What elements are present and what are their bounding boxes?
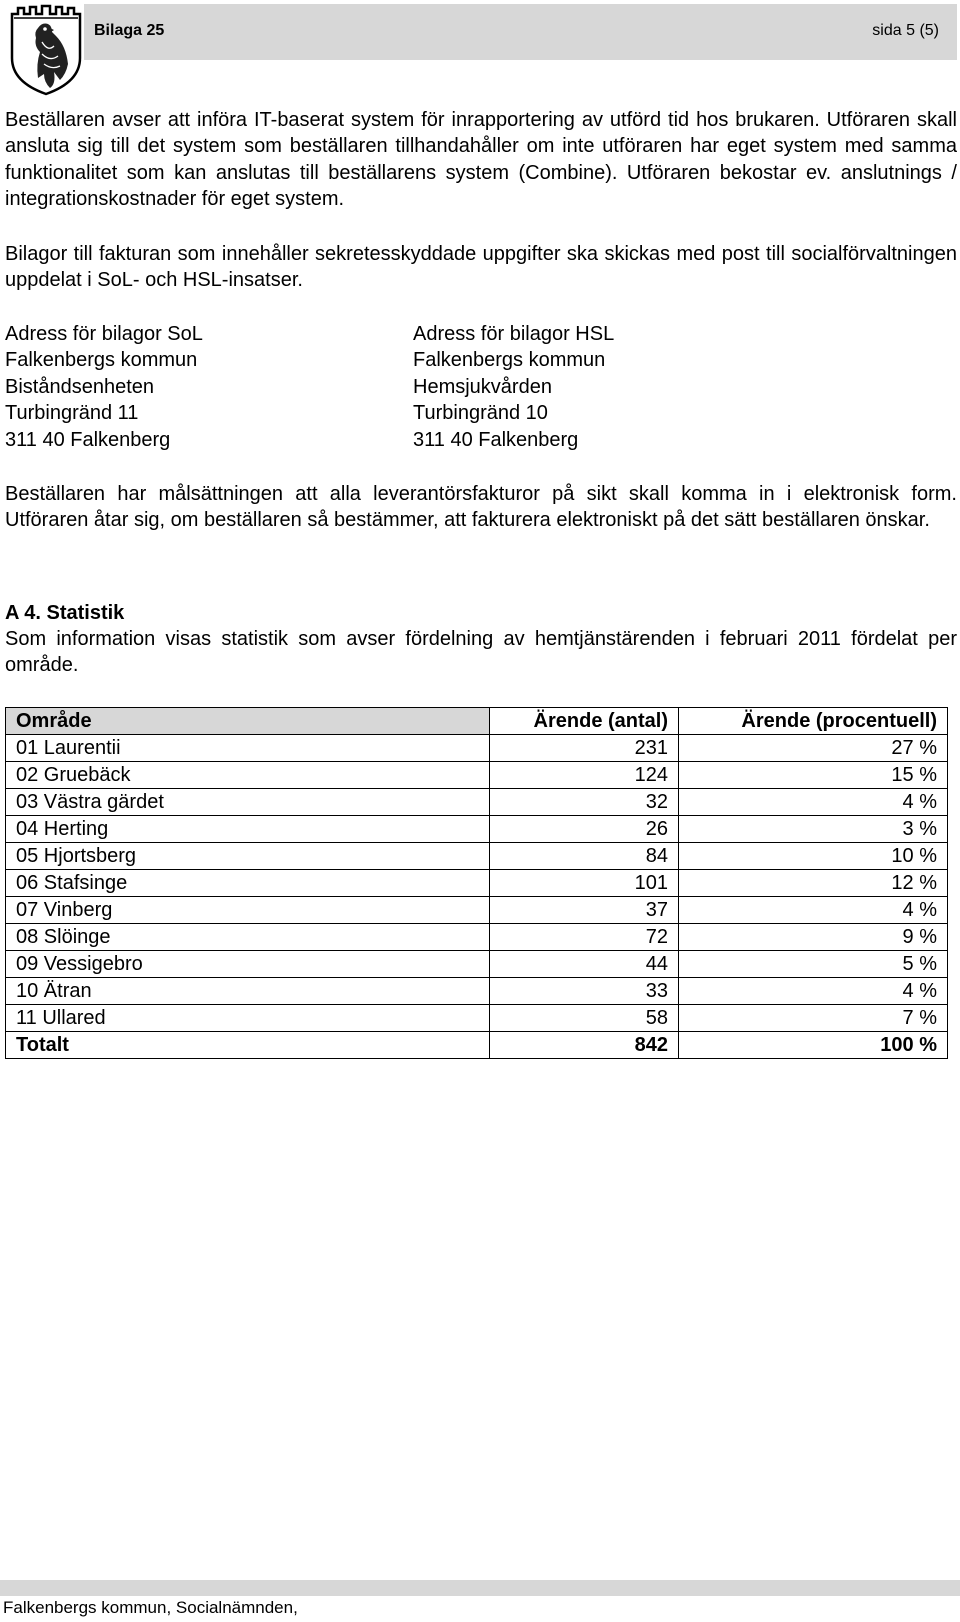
table-row [6,1005,948,1032]
address-hsl-line: Turbingränd 10 [413,402,548,425]
falcon-crest-icon [8,2,84,96]
cell-area: 11 Ullared [6,1005,490,1032]
address-sol [5,321,203,453]
table-row [6,762,948,789]
address-hsl-line: Adress för bilagor HSL [413,323,615,345]
cell-area: 05 Hjortsberg [6,843,490,870]
footer-text: Falkenbergs kommun, Socialnämnden, [3,1598,298,1617]
address-sol-line: 311 40 Falkenberg [5,428,171,451]
table-row [6,735,948,762]
table-row [6,789,948,816]
cell-percent: 12 % [679,870,948,897]
paragraph-it-system: Beställaren avser att införa IT-baserat system för inrapportering av utförd tid hos brukaren. Utföraren skall ansluta sig till det system som beställaren tillhandahåller om inte utföraren har eget system med samma funktionalitet som kan anslutas till beställarens system (Combine). Utföraren bekostar ev. anslutnings / integrationskostnader för eget system. [5,109,957,211]
table-header-row [6,708,948,735]
cell-count: 124 [490,762,679,789]
cell-count: 101 [490,870,679,897]
column-header-percent: Ärende (procentuell) [679,708,948,735]
table-row [6,978,948,1005]
column-header-area: Område [6,708,490,735]
address-hsl [413,321,614,453]
cell-area: 01 Laurentii [6,735,490,762]
cell-area: 03 Västra gärdet [6,789,490,816]
page-number: sida 5 (5) [872,22,939,39]
table-total-row [6,1032,948,1059]
cell-percent: 4 % [679,978,948,1005]
address-sol-line: Turbingränd 11 [5,402,139,425]
address-sol-line: Biståndsenheten [5,375,155,398]
cell-count: 33 [490,978,679,1005]
cell-count: 44 [490,951,679,978]
table-row [6,816,948,843]
cell-area: 08 Slöinge [6,924,490,951]
cell-count: 26 [490,816,679,843]
cell-percent: 10 % [679,843,948,870]
statistics-table [5,707,948,1059]
address-sol-line: Adress för bilagor SoL [5,323,203,345]
cell-total-count: 842 [490,1032,679,1059]
table-row [6,951,948,978]
table-row [6,870,948,897]
section-heading: A 4. Statistik [5,602,125,624]
cell-area: 07 Vinberg [6,897,490,924]
address-hsl-line: Hemsjukvården [413,375,552,398]
cell-percent: 27 % [679,735,948,762]
footer-bar [0,1580,960,1596]
cell-count: 58 [490,1005,679,1032]
cell-count: 32 [490,789,679,816]
cell-percent: 5 % [679,951,948,978]
cell-area: 09 Vessigebro [6,951,490,978]
cell-area: 10 Ätran [6,978,490,1005]
paragraph-e-invoicing: Beställaren har målsättningen att alla leverantörsfakturor på sikt skall komma in i elektronisk form. Utföraren åtar sig, om beställaren så bestämmer, att fakturera elektroniskt på det sätt beställaren önskar. [5,483,957,532]
cell-total-label: Totalt [6,1032,490,1059]
cell-area: 04 Herting [6,816,490,843]
cell-total-percent: 100 % [679,1032,948,1059]
cell-area: 06 Stafsinge [6,870,490,897]
cell-percent: 4 % [679,897,948,924]
cell-percent: 4 % [679,789,948,816]
cell-percent: 3 % [679,816,948,843]
cell-percent: 7 % [679,1005,948,1032]
cell-count: 72 [490,924,679,951]
paragraph-statistics-intro: Som information visas statistik som avser fördelning av hemtjänstärenden i februari 2011 fördelat per område. [5,628,957,677]
cell-count: 37 [490,897,679,924]
table-row [6,843,948,870]
address-hsl-line: 311 40 Falkenberg [413,428,579,451]
table-row [6,897,948,924]
cell-area: 02 Gruebäck [6,762,490,789]
header-bar [84,4,957,60]
cell-percent: 15 % [679,762,948,789]
column-header-count: Ärende (antal) [490,708,679,735]
paragraph-attachments: Bilagor till fakturan som innehåller sekretesskyddade uppgifter ska skickas med post till socialförvaltningen uppdelat i SoL- och HSL-insatser. [5,243,957,292]
cell-count: 231 [490,735,679,762]
table-row [6,924,948,951]
document-title: Bilaga 25 [94,22,165,39]
address-sol-line: Falkenbergs kommun [5,349,198,372]
cell-count: 84 [490,843,679,870]
cell-percent: 9 % [679,924,948,951]
address-hsl-line: Falkenbergs kommun [413,349,606,372]
